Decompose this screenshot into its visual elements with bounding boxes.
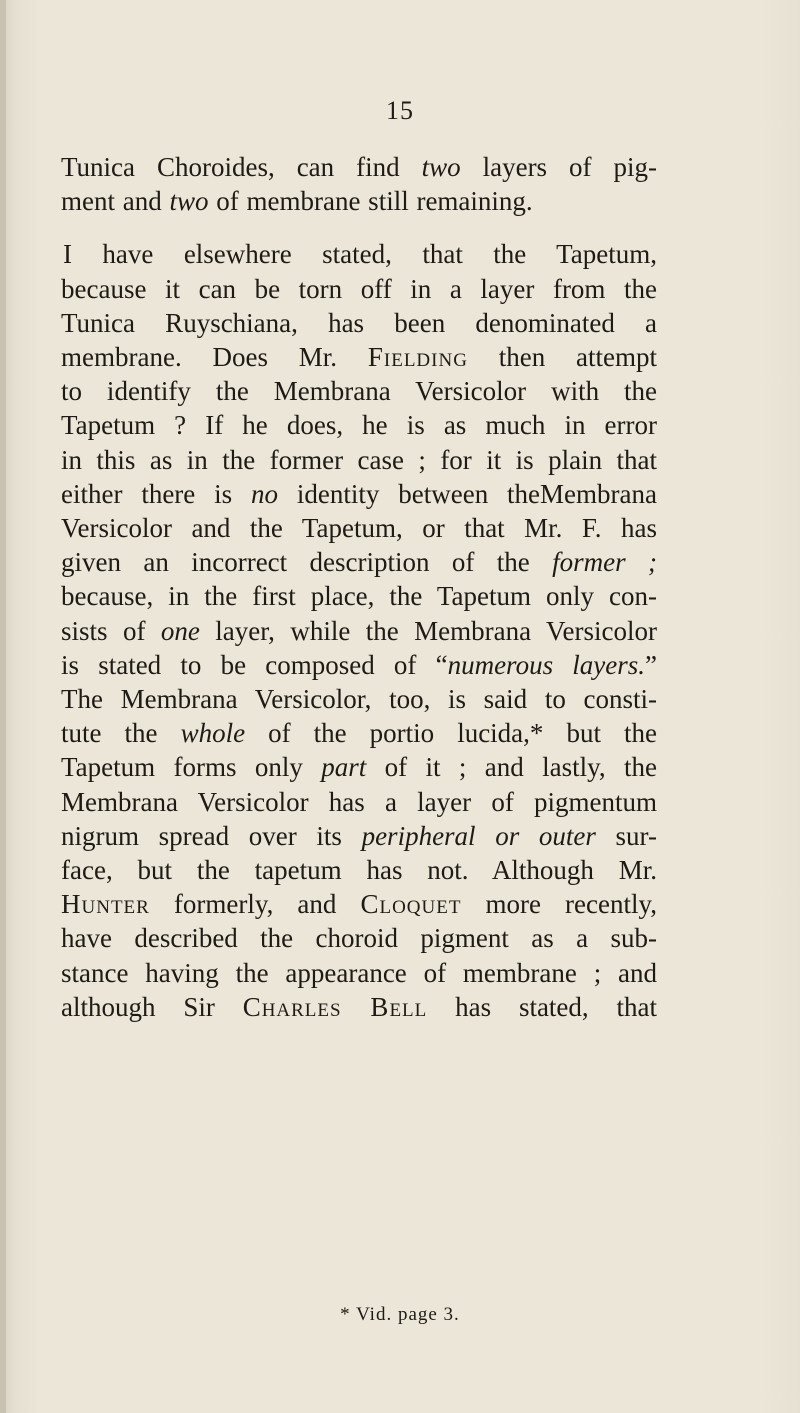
text-segment: Membrana Versicolor has a layer of pigmentum (61, 786, 657, 817)
text-segment: The Membrana Versicolor, too, is said to consti- (61, 684, 657, 715)
italic-text: two (169, 186, 209, 217)
italic-text: one (160, 615, 200, 646)
text-line (61, 408, 657, 442)
text-segment: of the portio lucida,* but the (245, 718, 657, 749)
text-segment: sur- (595, 820, 657, 851)
text-line (61, 990, 657, 1024)
text-segment: Tapetum forms only (61, 752, 322, 783)
text-line (61, 682, 657, 716)
text-line (61, 648, 657, 682)
small-caps-name: Charles Bell (242, 991, 428, 1022)
text-line (61, 443, 657, 477)
text-line (61, 511, 657, 545)
footnote: * Vid. page 3. (340, 1304, 460, 1325)
text-segment: ment and (61, 186, 170, 217)
text-line (61, 477, 657, 511)
text-segment: layer, while the Membrana Versicolor (199, 615, 657, 646)
text-line (61, 819, 657, 853)
text-segment: Versicolor and the Tapetum, or that Mr. F. has (61, 513, 657, 544)
text-line (61, 340, 657, 374)
italic-text: part (321, 752, 367, 783)
text-segment: although Sir (61, 991, 243, 1022)
text-line (61, 785, 657, 819)
text-segment: has stated, that (427, 991, 657, 1022)
text-segment: layers of pig- (460, 152, 657, 182)
text-segment: to identify the Membrana Versicolor with the (61, 376, 657, 407)
text-line (61, 374, 657, 408)
text-segment: either there is (61, 478, 252, 509)
small-caps-name: Fielding (367, 342, 468, 373)
text-segment: tute the (61, 718, 181, 749)
italic-text: numerous layers. (447, 649, 645, 680)
italic-text: former ; (552, 547, 657, 578)
text-segment: because, in the first place, the Tapetum only con- (61, 581, 657, 612)
text-segment: ” (645, 649, 657, 680)
text-segment: membrane. Does Mr. (61, 342, 368, 373)
text-segment: is stated to be composed of “ (61, 649, 448, 680)
italic-text: whole (180, 718, 246, 749)
text-segment: face, but the tapetum has not. Although Mr. (61, 855, 657, 886)
text-line (61, 184, 657, 218)
text-segment: more recently, (461, 889, 657, 920)
text-line (61, 853, 657, 887)
text-segment: because it can be torn off in a layer from the (61, 273, 657, 304)
text-segment: I have elsewhere stated, that the Tapetum, (63, 239, 657, 270)
text-segment: given an incorrect description of the (61, 547, 553, 578)
text-line (61, 150, 657, 184)
text-segment: in this as in the former case ; for it is plain that (61, 444, 657, 475)
text-segment: nigrum spread over its (61, 820, 362, 851)
text-segment: identity between theMembrana (278, 478, 657, 509)
text-segment: sists of (61, 615, 161, 646)
text-segment: Tunica Choroides, can find (61, 152, 422, 182)
text-segment: stance having the appearance of membrane ; and (61, 957, 657, 988)
text-segment: formerly, and (149, 889, 361, 920)
text-segment: of membrane still remaining. (208, 186, 533, 217)
italic-text: peripheral or outer (361, 820, 596, 851)
text-line (61, 237, 657, 271)
text-segment: of it ; and lastly, the (366, 752, 657, 783)
text-line (61, 956, 657, 990)
text-segment: have described the choroid pigment as a sub- (61, 923, 657, 954)
body-text (61, 150, 657, 1024)
page-binding-edge (0, 0, 6, 1413)
text-segment: then attempt (467, 342, 657, 373)
text-segment: Tapetum ? If he does, he is as much in error (61, 410, 657, 441)
italic-text: two (421, 152, 461, 182)
text-line (61, 716, 657, 750)
text-line (61, 614, 657, 648)
small-caps-name: Cloquet (360, 889, 462, 920)
text-line (61, 272, 657, 306)
text-line (61, 306, 657, 340)
small-caps-name: Hunter (61, 889, 150, 920)
italic-text: no (251, 478, 279, 509)
text-line (61, 921, 657, 955)
paragraph-gap (61, 218, 657, 237)
text-line (61, 579, 657, 613)
text-line (61, 545, 657, 579)
text-line (61, 750, 657, 784)
text-segment: Tunica Ruyschiana, has been denominated a (61, 307, 657, 338)
page-number: 15 (386, 96, 414, 125)
text-line (61, 887, 657, 921)
